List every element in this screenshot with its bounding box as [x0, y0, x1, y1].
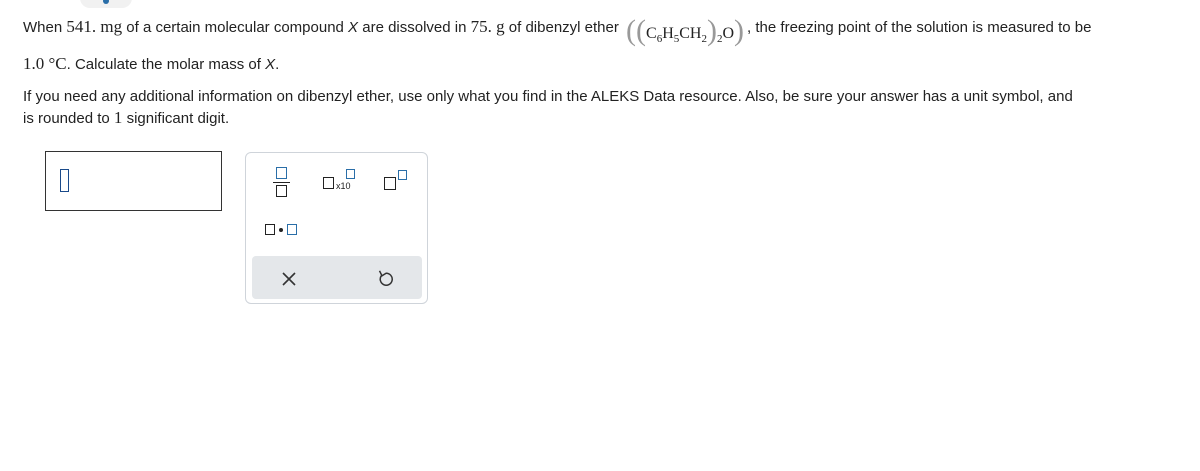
sig-digit-count: 1: [113, 108, 123, 127]
math-palette: [245, 152, 428, 304]
q-text: are dissolved in: [358, 19, 471, 36]
q-text: significant digit.: [122, 110, 230, 127]
undo-icon: [377, 269, 393, 287]
tab-indicator-icon: [103, 0, 109, 4]
mass-value: 541.: [66, 17, 97, 36]
answer-input[interactable]: [45, 151, 222, 211]
question-line-1: [23, 14, 1091, 52]
x10-label: x10: [336, 181, 351, 191]
times-ten-power-button[interactable]: [321, 167, 357, 193]
question-line-2: [23, 54, 279, 75]
superscript-button[interactable]: [382, 167, 412, 193]
dibenzyl-ether-formula: $((C_6H_5CH_2)_2O)$: [626, 14, 745, 47]
mass-unit: mg: [96, 17, 123, 36]
action-bar: [252, 256, 422, 299]
input-cursor: [60, 169, 69, 192]
compound-variable: X: [348, 19, 359, 36]
question-line-4: [23, 108, 229, 128]
compound-variable: X: [265, 56, 276, 73]
freezing-point-value: 1.0 °C: [23, 54, 67, 73]
q-text: of dibenzyl ether: [504, 19, 624, 36]
solvent-mass: 75.: [470, 17, 492, 36]
top-collapse-tab[interactable]: [80, 0, 132, 8]
times-icon: [282, 272, 296, 286]
q-text: .: [275, 56, 280, 73]
fraction-button[interactable]: [273, 167, 293, 197]
clear-button[interactable]: [274, 264, 304, 292]
q-text: , the freezing point of the solution is measured to be: [747, 19, 1092, 36]
question-line-3: If you need any additional information on dibenzyl ether, use only what you find in the ALEKS Data resource. Also, be sure your answer has a unit symbol, and: [23, 88, 1073, 105]
solvent-unit: g: [491, 17, 505, 36]
q-text: When: [23, 19, 67, 36]
q-text: of a certain molecular compound: [122, 19, 349, 36]
q-text: . Calculate the molar mass of: [66, 56, 266, 73]
q-text: is rounded to: [23, 110, 114, 127]
undo-button[interactable]: [370, 264, 400, 292]
multiply-dot-button[interactable]: [263, 221, 299, 239]
